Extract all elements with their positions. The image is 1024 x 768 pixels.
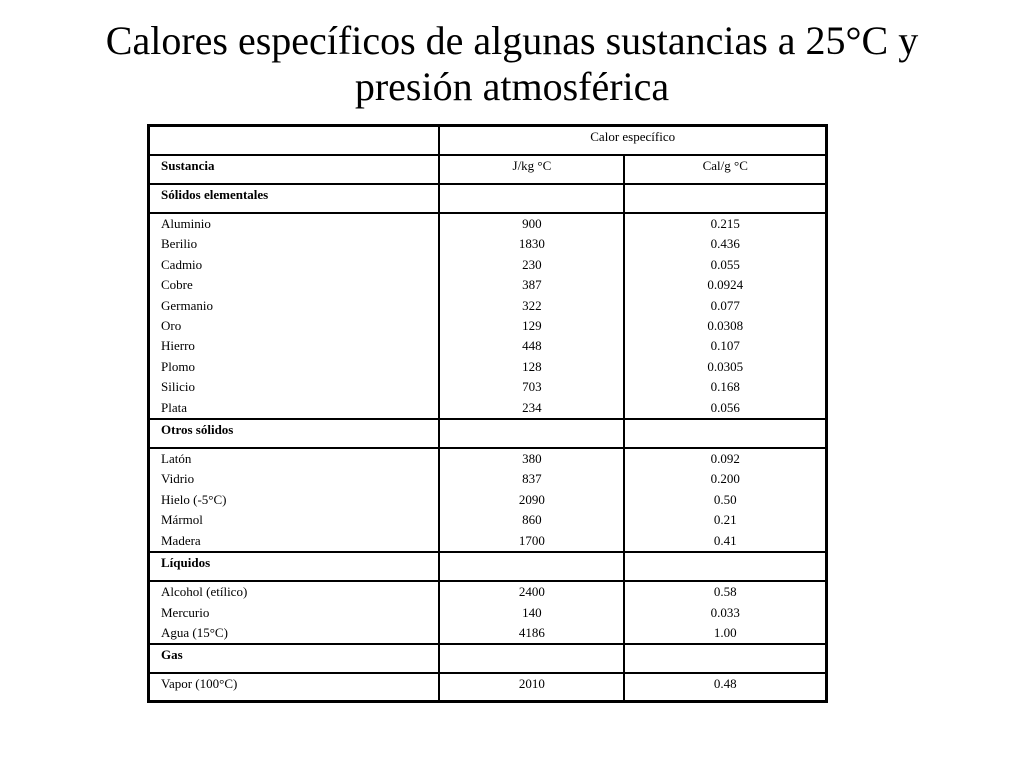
calg-cell — [624, 213, 826, 419]
section-row — [149, 184, 827, 213]
section-row — [149, 419, 827, 448]
section-data-row — [149, 448, 827, 552]
section-data-row — [149, 213, 827, 419]
jkg-value: 234 — [522, 399, 542, 415]
section-label: Sólidos elementales — [149, 184, 440, 213]
substance-name: Oro — [161, 318, 182, 334]
jkg-value: 900 — [522, 216, 542, 231]
substance-name: Cadmio — [161, 256, 203, 272]
calg-cell — [624, 581, 826, 644]
jkg-value: 129 — [522, 318, 542, 334]
specific-heat-table — [147, 124, 828, 703]
section-empty-cell — [439, 644, 624, 673]
jkg-value: 448 — [522, 338, 542, 354]
jkg-value: 128 — [522, 358, 542, 374]
calg-value: 0.033 — [710, 604, 740, 620]
jkg-cell — [439, 673, 624, 702]
calg-value: 0.215 — [710, 216, 740, 231]
calg-cell — [624, 448, 826, 552]
jkg-value: 380 — [522, 451, 542, 467]
section-row — [149, 644, 827, 673]
calg-value: 0.48 — [713, 676, 737, 692]
jkg-value: 1830 — [518, 236, 545, 252]
calg-value: 0.58 — [713, 584, 737, 600]
substance-name: Hielo (-5°C) — [161, 491, 227, 507]
jkg-value: 2090 — [518, 491, 545, 507]
calg-value: 0.168 — [710, 379, 740, 395]
substance-name: Vapor (100°C) — [161, 676, 238, 692]
jkg-value: 703 — [522, 379, 542, 395]
calg-value: 0.077 — [710, 297, 740, 313]
page-title-line-1: Calores específicos de algunas sustancias a 25°C y — [105, 18, 919, 63]
substance-name: Cobre — [161, 277, 193, 293]
jkg-value: 322 — [522, 297, 542, 313]
substance-name: Alcohol (etílico) — [161, 584, 248, 600]
section-label: Otros sólidos — [149, 419, 440, 448]
jkg-cell — [439, 581, 624, 644]
substance-name: Vidrio — [161, 471, 195, 487]
jkg-value: 1700 — [518, 532, 545, 548]
header-group-row — [149, 126, 827, 156]
column-header-row — [149, 155, 827, 184]
section-empty-cell — [624, 419, 826, 448]
calg-value: 0.200 — [710, 471, 740, 487]
calg-value: 0.0305 — [707, 358, 744, 374]
substance-cell — [149, 581, 440, 644]
column-header-jkg: J/kg °C — [439, 155, 624, 184]
jkg-cell — [439, 213, 624, 419]
substance-cell — [149, 213, 440, 419]
substance-cell — [149, 673, 440, 702]
column-header-calg: Cal/g °C — [624, 155, 826, 184]
calg-cell — [624, 673, 826, 702]
calg-value: 0.092 — [710, 451, 740, 467]
jkg-cell — [439, 448, 624, 552]
section-data-row — [149, 673, 827, 702]
calg-value: 0.41 — [713, 532, 737, 548]
jkg-value: 140 — [522, 604, 542, 620]
header-group-calor-especifico: Calor específico — [439, 126, 826, 156]
substance-name: Germanio — [161, 297, 213, 313]
calg-value: 0.055 — [710, 256, 740, 272]
section-row — [149, 552, 827, 581]
jkg-value: 4186 — [518, 624, 545, 640]
substance-name: Plomo — [161, 358, 195, 374]
header-empty-cell — [149, 126, 440, 156]
jkg-value: 2400 — [518, 584, 545, 600]
substance-name: Aluminio — [161, 216, 211, 231]
section-label: Gas — [149, 644, 440, 673]
page-title-line-2: presión atmosférica — [354, 64, 670, 109]
substance-name: Mármol — [161, 512, 203, 528]
substance-name: Mercurio — [161, 604, 210, 620]
calg-value: 0.056 — [710, 399, 740, 415]
calg-value: 1.00 — [713, 624, 737, 640]
jkg-value: 2010 — [518, 676, 545, 692]
substance-name: Berilio — [161, 236, 198, 252]
substance-cell — [149, 448, 440, 552]
calg-value: 0.107 — [710, 338, 740, 354]
jkg-value: 860 — [522, 512, 542, 528]
section-empty-cell — [439, 184, 624, 213]
section-data-row — [149, 581, 827, 644]
substance-name: Plata — [161, 399, 187, 415]
calg-value: 0.0924 — [707, 277, 744, 293]
substance-name: Agua (15°C) — [161, 624, 228, 640]
calg-value: 0.0308 — [707, 318, 744, 334]
section-label: Líquidos — [149, 552, 440, 581]
substance-name: Madera — [161, 532, 201, 548]
jkg-value: 230 — [522, 256, 542, 272]
calg-value: 0.21 — [713, 512, 737, 528]
jkg-value: 837 — [522, 471, 542, 487]
section-empty-cell — [624, 552, 826, 581]
calg-value: 0.50 — [713, 491, 737, 507]
substance-name: Latón — [161, 451, 192, 467]
jkg-value: 387 — [522, 277, 542, 293]
substance-name: Hierro — [161, 338, 195, 354]
page-title — [0, 18, 1024, 110]
substance-name: Silicio — [161, 379, 195, 395]
section-empty-cell — [439, 419, 624, 448]
column-header-sustancia: Sustancia — [149, 155, 440, 184]
calg-value: 0.436 — [710, 236, 740, 252]
section-empty-cell — [624, 644, 826, 673]
section-empty-cell — [439, 552, 624, 581]
section-empty-cell — [624, 184, 826, 213]
